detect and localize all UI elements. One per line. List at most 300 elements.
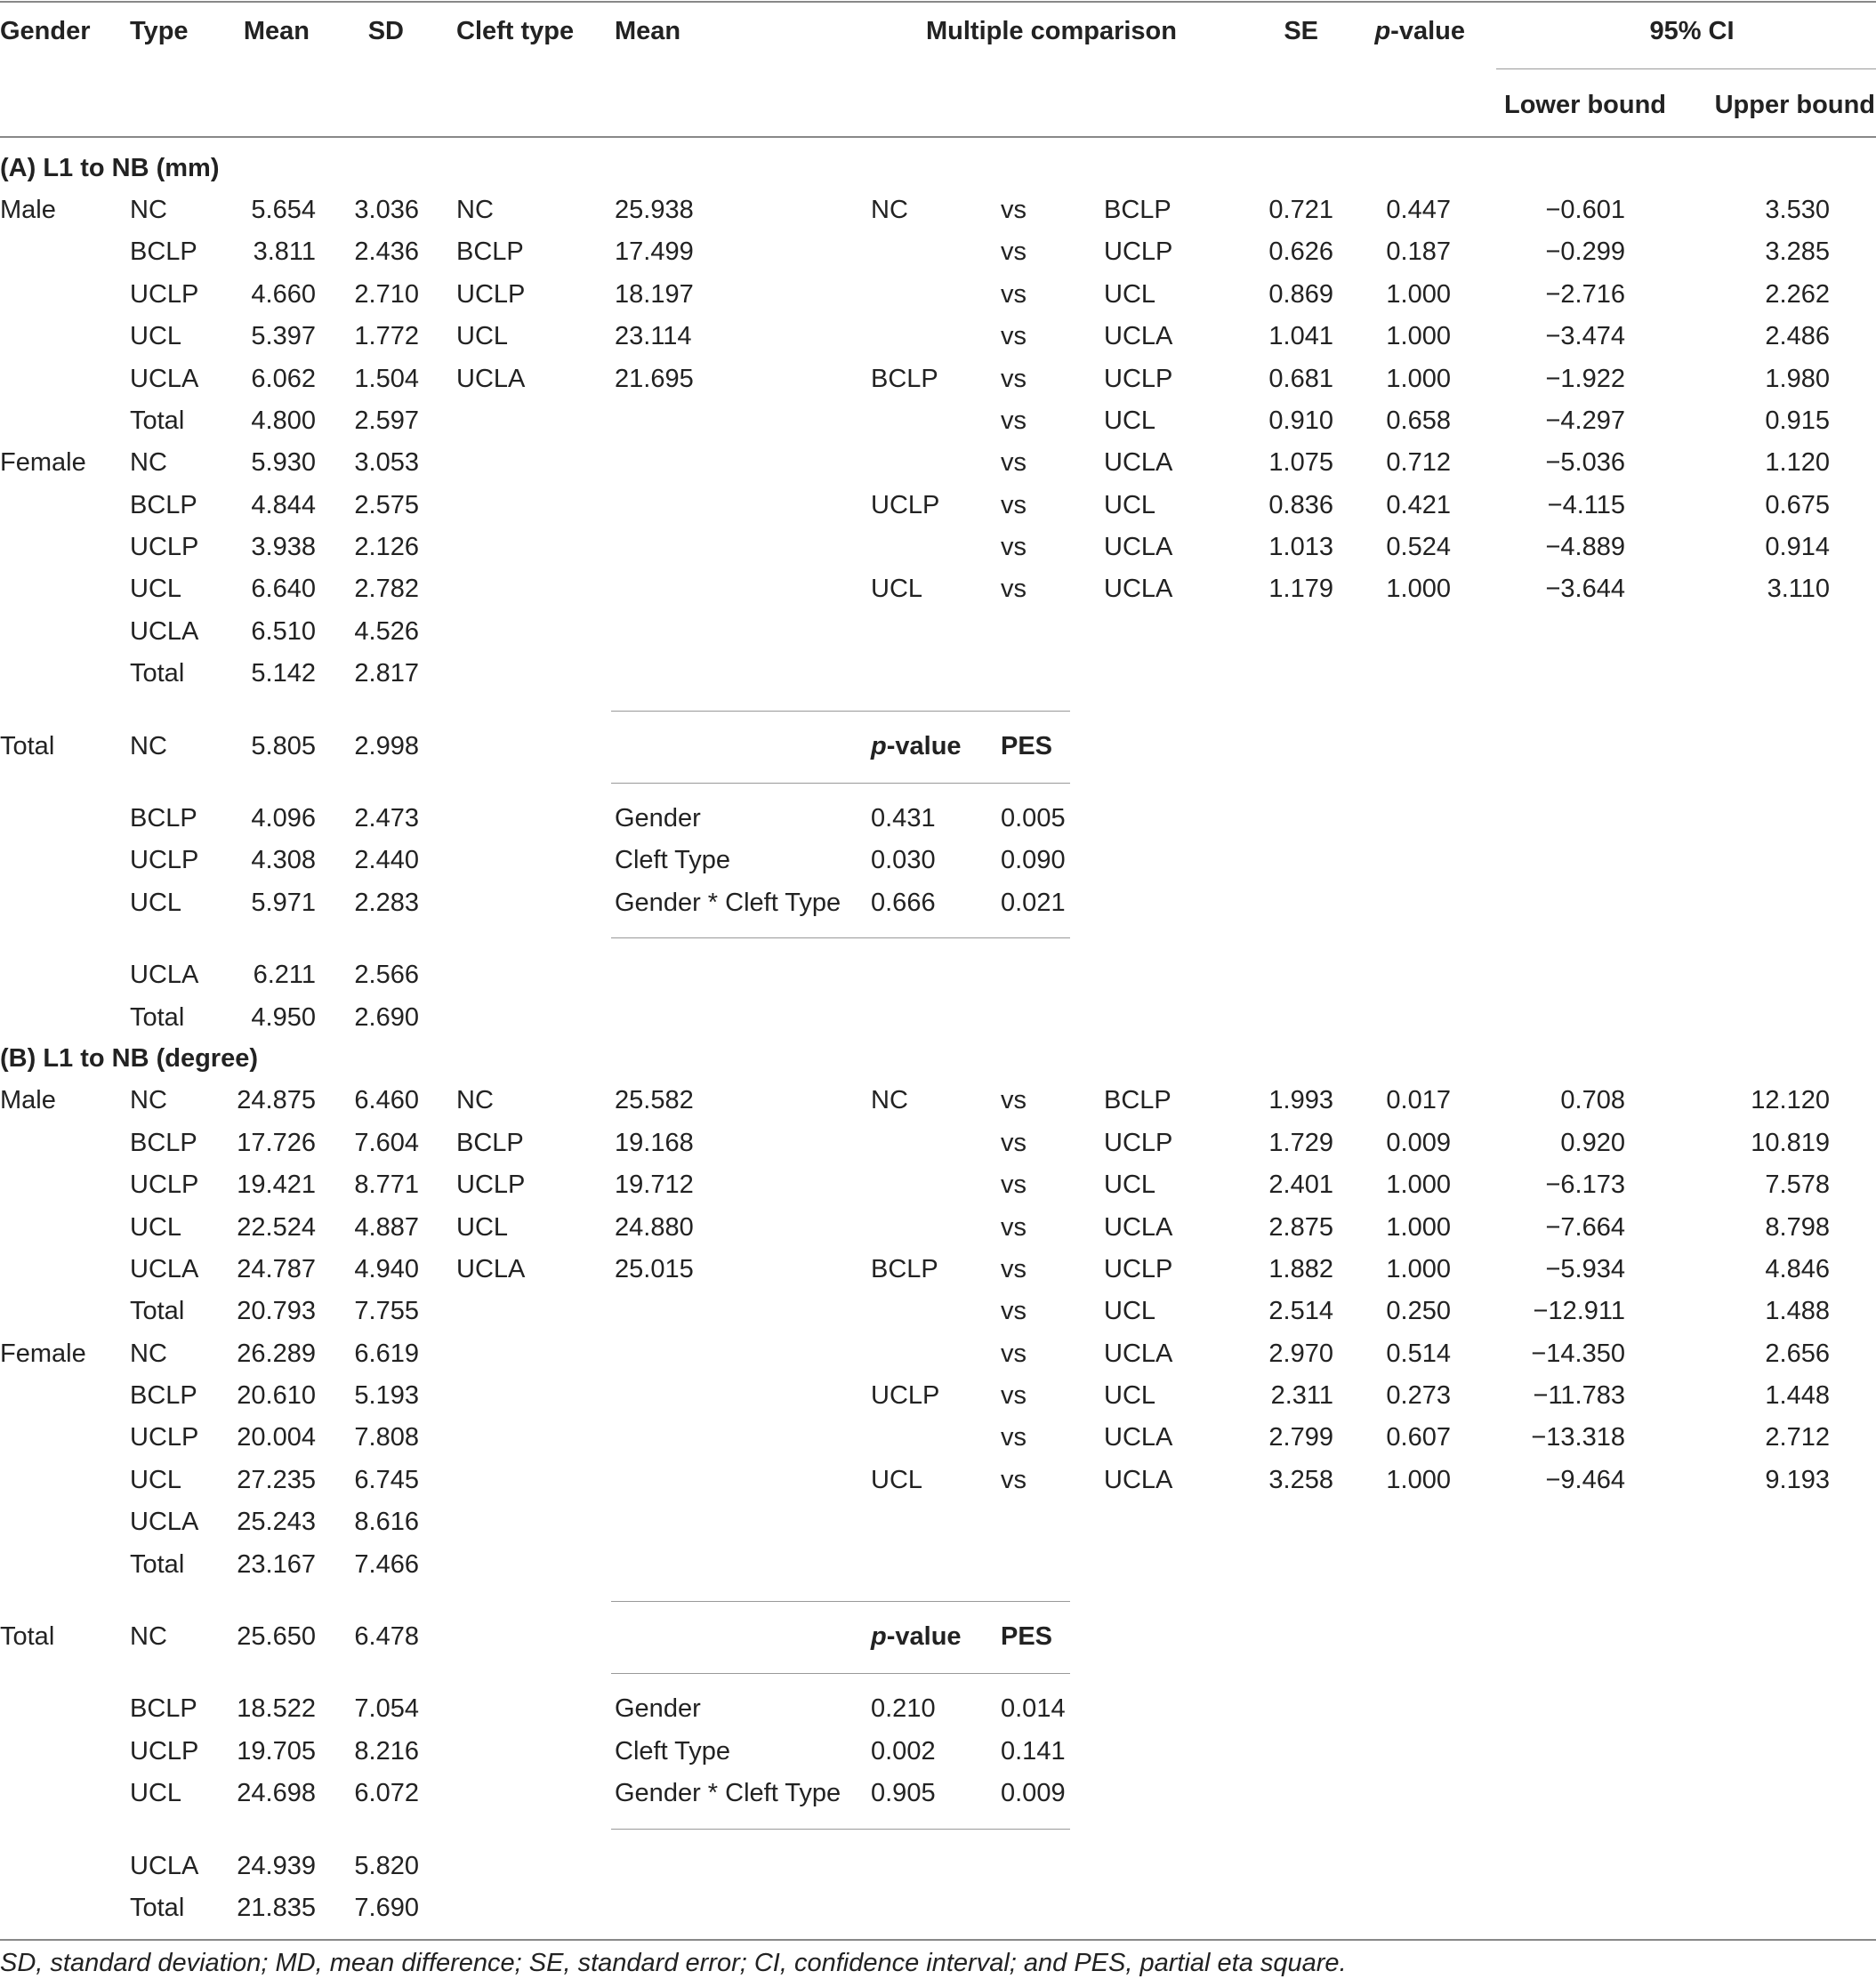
desc-mean: 19.705 xyxy=(237,1737,316,1766)
desc-type: Total xyxy=(130,1003,185,1032)
desc-type: UCLP xyxy=(130,1171,199,1199)
comparison-ci-lower: −2.716 xyxy=(1545,280,1625,309)
comparison-ci-upper: 0.675 xyxy=(1765,491,1830,519)
desc-mean: 22.524 xyxy=(237,1213,316,1242)
desc-type: UCL xyxy=(130,1466,182,1494)
comparison-ci-upper: 0.915 xyxy=(1765,406,1830,435)
header-p-value xyxy=(1374,15,1465,47)
comparison-vs: vs xyxy=(1001,575,1027,603)
comparison-se: 0.869 xyxy=(1268,280,1333,309)
comparison-p-value: 0.273 xyxy=(1386,1381,1451,1410)
comparison-se: 2.799 xyxy=(1268,1423,1333,1452)
header-mean: Mean xyxy=(243,17,310,45)
comparison-p-value: 1.000 xyxy=(1386,280,1451,309)
comparison-ci-lower: −4.889 xyxy=(1545,533,1625,561)
header-ci: 95% CI xyxy=(1649,17,1735,45)
comparison-se: 1.179 xyxy=(1268,575,1333,603)
desc-sd: 7.808 xyxy=(354,1423,419,1452)
anova-header-rule xyxy=(611,1673,1070,1674)
comparison-se: 1.013 xyxy=(1268,533,1333,561)
desc-sd: 2.440 xyxy=(354,846,419,874)
comparison-p-value: 1.000 xyxy=(1386,365,1451,393)
desc-mean: 20.610 xyxy=(237,1381,316,1410)
desc-sd: 7.604 xyxy=(354,1129,419,1157)
comparison-group-b: UCLP xyxy=(1104,1255,1173,1283)
desc-type: UCLP xyxy=(130,1423,199,1452)
comparison-ci-upper: 3.285 xyxy=(1765,237,1830,266)
desc-mean: 24.787 xyxy=(237,1255,316,1283)
desc-sd: 5.820 xyxy=(354,1852,419,1880)
comparison-ci-lower: −5.934 xyxy=(1545,1255,1625,1283)
desc-sd: 8.616 xyxy=(354,1508,419,1536)
comparison-ci-upper: 0.914 xyxy=(1765,533,1830,561)
desc-type: UCLA xyxy=(130,1255,199,1283)
cleft-type: UCLA xyxy=(456,1255,526,1283)
desc-type: UCLA xyxy=(130,365,199,393)
section-title: (A) L1 to NB (mm) xyxy=(0,154,220,182)
p-letter: p xyxy=(1374,17,1391,45)
desc-mean: 4.950 xyxy=(251,1003,316,1032)
desc-sd: 1.504 xyxy=(354,365,419,393)
desc-sd: 5.193 xyxy=(354,1381,419,1410)
comparison-se: 2.311 xyxy=(1270,1381,1333,1410)
desc-type: UCLA xyxy=(130,1508,199,1536)
desc-type: UCLA xyxy=(130,617,199,646)
desc-type: UCL xyxy=(130,322,182,350)
comparison-group-a: BCLP xyxy=(871,365,938,393)
desc-mean: 6.062 xyxy=(251,365,316,393)
desc-mean: 18.522 xyxy=(237,1694,316,1723)
desc-mean: 5.397 xyxy=(251,322,316,350)
header-multiple-comparison: Multiple comparison xyxy=(926,17,1177,45)
cleft-mean: 24.880 xyxy=(615,1213,694,1242)
comparison-se: 0.836 xyxy=(1268,491,1333,519)
comparison-vs: vs xyxy=(1001,1129,1027,1157)
desc-sd: 7.466 xyxy=(354,1550,419,1579)
desc-type: UCLP xyxy=(130,533,199,561)
desc-gender: Female xyxy=(0,1339,86,1368)
comparison-group-b: UCLA xyxy=(1104,1213,1173,1242)
cleft-type: BCLP xyxy=(456,1129,524,1157)
comparison-p-value: 1.000 xyxy=(1386,1255,1451,1283)
desc-sd: 2.710 xyxy=(354,280,419,309)
table-footnote: SD, standard deviation; MD, mean difference; SE, standard error; CI, confidence interval; and PES, partial eta square. xyxy=(0,1949,1347,1977)
desc-sd: 3.053 xyxy=(354,448,419,477)
comparison-ci-upper: 8.798 xyxy=(1765,1213,1830,1242)
cleft-mean: 25.015 xyxy=(615,1255,694,1283)
cleft-mean: 19.168 xyxy=(615,1129,694,1157)
comparison-vs: vs xyxy=(1001,280,1027,309)
desc-type: BCLP xyxy=(130,1694,197,1723)
comparison-group-b: UCL xyxy=(1104,491,1156,519)
desc-type: UCL xyxy=(130,1213,182,1242)
comparison-ci-lower: −0.299 xyxy=(1545,237,1625,266)
desc-mean: 3.938 xyxy=(251,533,316,561)
desc-sd: 7.755 xyxy=(354,1297,419,1325)
anova-factor: Gender * Cleft Type xyxy=(615,1779,841,1807)
desc-type: NC xyxy=(130,1339,167,1368)
desc-sd: 7.054 xyxy=(354,1694,419,1723)
comparison-p-value: 0.017 xyxy=(1386,1086,1451,1114)
comparison-p-value: 0.009 xyxy=(1386,1129,1451,1157)
anova-factor: Gender * Cleft Type xyxy=(615,889,841,917)
comparison-vs: vs xyxy=(1001,1297,1027,1325)
desc-mean: 20.004 xyxy=(237,1423,316,1452)
comparison-group-a: BCLP xyxy=(871,1255,938,1283)
comparison-group-b: UCLA xyxy=(1104,1423,1173,1452)
anova-pes: 0.014 xyxy=(1001,1694,1066,1723)
desc-gender: Male xyxy=(0,196,56,224)
desc-sd: 6.619 xyxy=(354,1339,419,1368)
comparison-se: 2.514 xyxy=(1268,1297,1333,1325)
comparison-vs: vs xyxy=(1001,1255,1027,1283)
comparison-vs: vs xyxy=(1001,1381,1027,1410)
cleft-type: UCLP xyxy=(456,1171,526,1199)
desc-mean: 4.096 xyxy=(251,804,316,833)
comparison-ci-lower: −3.644 xyxy=(1545,575,1625,603)
header-cleft-mean: Mean xyxy=(615,17,681,45)
comparison-ci-upper: 2.656 xyxy=(1765,1339,1830,1368)
comparison-group-b: UCLP xyxy=(1104,1129,1173,1157)
comparison-p-value: 0.514 xyxy=(1386,1339,1451,1368)
desc-type: NC xyxy=(130,732,167,760)
p-value-suffix: -value xyxy=(1390,17,1465,45)
comparison-ci-lower: −9.464 xyxy=(1545,1466,1625,1494)
comparison-ci-lower: −7.664 xyxy=(1545,1213,1625,1242)
comparison-group-b: UCL xyxy=(1104,1171,1156,1199)
comparison-p-value: 0.421 xyxy=(1386,491,1451,519)
comparison-group-b: UCL xyxy=(1104,280,1156,309)
comparison-ci-lower: −0.601 xyxy=(1545,196,1625,224)
comparison-ci-lower: −5.036 xyxy=(1545,448,1625,477)
desc-mean: 24.875 xyxy=(237,1086,316,1114)
comparison-se: 2.401 xyxy=(1268,1171,1333,1199)
comparison-se: 1.041 xyxy=(1268,322,1333,350)
desc-type: NC xyxy=(130,1086,167,1114)
comparison-vs: vs xyxy=(1001,1171,1027,1199)
desc-sd: 6.745 xyxy=(354,1466,419,1494)
desc-type: BCLP xyxy=(130,491,197,519)
desc-gender: Male xyxy=(0,1086,56,1114)
anova-p-value: 0.210 xyxy=(871,1694,936,1723)
comparison-ci-lower: −3.474 xyxy=(1545,322,1625,350)
comparison-vs: vs xyxy=(1001,1466,1027,1494)
cleft-type: NC xyxy=(456,196,494,224)
comparison-p-value: 0.187 xyxy=(1386,237,1451,266)
desc-mean: 3.811 xyxy=(253,237,316,266)
cleft-type: UCLP xyxy=(456,280,526,309)
desc-sd: 2.566 xyxy=(354,961,419,989)
desc-type: UCLP xyxy=(130,280,199,309)
desc-type: BCLP xyxy=(130,237,197,266)
comparison-ci-lower: −4.115 xyxy=(1547,491,1625,519)
desc-sd: 4.887 xyxy=(354,1213,419,1242)
comparison-p-value: 0.250 xyxy=(1386,1297,1451,1325)
desc-mean: 5.654 xyxy=(251,196,316,224)
comparison-se: 0.626 xyxy=(1268,237,1333,266)
comparison-group-b: UCLA xyxy=(1104,533,1173,561)
comparison-ci-upper: 3.110 xyxy=(1767,575,1830,603)
anova-pes: 0.005 xyxy=(1001,804,1066,833)
desc-sd: 2.126 xyxy=(354,533,419,561)
comparison-p-value: 0.658 xyxy=(1386,406,1451,435)
comparison-vs: vs xyxy=(1001,1086,1027,1114)
comparison-se: 3.258 xyxy=(1268,1466,1333,1494)
ci-header-rule xyxy=(1496,68,1876,69)
comparison-p-value: 1.000 xyxy=(1386,322,1451,350)
comparison-group-a: NC xyxy=(871,196,908,224)
desc-type: NC xyxy=(130,196,167,224)
desc-mean: 23.167 xyxy=(237,1550,316,1579)
comparison-p-value: 1.000 xyxy=(1386,575,1451,603)
comparison-vs: vs xyxy=(1001,406,1027,435)
comparison-ci-lower: −14.350 xyxy=(1531,1339,1625,1368)
comparison-p-value: 0.607 xyxy=(1386,1423,1451,1452)
comparison-ci-lower: −12.911 xyxy=(1533,1297,1625,1325)
desc-type: Total xyxy=(130,406,185,435)
desc-type: UCLP xyxy=(130,846,199,874)
desc-sd: 7.690 xyxy=(354,1894,419,1922)
comparison-group-b: UCL xyxy=(1104,406,1156,435)
comparison-ci-upper: 2.262 xyxy=(1765,280,1830,309)
header-bottom-rule xyxy=(0,136,1876,138)
comparison-ci-upper: 2.486 xyxy=(1765,322,1830,350)
desc-gender: Total xyxy=(0,1622,55,1651)
desc-mean: 5.142 xyxy=(251,659,316,688)
desc-mean: 20.793 xyxy=(237,1297,316,1325)
desc-sd: 2.690 xyxy=(354,1003,419,1032)
comparison-group-b: UCLP xyxy=(1104,237,1173,266)
header-sd: SD xyxy=(367,17,404,45)
anova-factor: Cleft Type xyxy=(615,1737,731,1766)
desc-mean: 24.698 xyxy=(237,1779,316,1807)
cleft-mean: 25.582 xyxy=(615,1086,694,1114)
comparison-group-a: UCL xyxy=(871,575,923,603)
desc-mean: 24.939 xyxy=(237,1852,316,1880)
comparison-group-a: UCL xyxy=(871,1466,923,1494)
comparison-ci-upper: 4.846 xyxy=(1765,1255,1830,1283)
comparison-ci-upper: 2.712 xyxy=(1765,1423,1830,1452)
anova-top-rule xyxy=(611,711,1070,712)
desc-sd: 2.473 xyxy=(354,804,419,833)
desc-type: NC xyxy=(130,1622,167,1651)
desc-sd: 2.782 xyxy=(354,575,419,603)
p-letter: p xyxy=(871,732,887,760)
anova-factor: Gender xyxy=(615,1694,701,1723)
desc-type: Total xyxy=(130,1894,185,1922)
comparison-vs: vs xyxy=(1001,365,1027,393)
desc-mean: 5.930 xyxy=(251,448,316,477)
comparison-group-b: UCLA xyxy=(1104,322,1173,350)
comparison-group-b: BCLP xyxy=(1104,1086,1171,1114)
p-letter: p xyxy=(871,1622,887,1651)
p-value-suffix: -value xyxy=(886,1622,962,1651)
anova-pes: 0.009 xyxy=(1001,1779,1066,1807)
desc-type: Total xyxy=(130,659,185,688)
anova-pes: 0.090 xyxy=(1001,846,1066,874)
cleft-type: UCL xyxy=(456,1213,509,1242)
anova-pes: 0.141 xyxy=(1001,1737,1066,1766)
comparison-ci-upper: 1.980 xyxy=(1765,365,1830,393)
comparison-group-a: UCLP xyxy=(871,491,940,519)
desc-mean: 27.235 xyxy=(237,1466,316,1494)
desc-sd: 2.817 xyxy=(354,659,419,688)
comparison-p-value: 1.000 xyxy=(1386,1171,1451,1199)
desc-type: Total xyxy=(130,1297,185,1325)
header-cleft-type: Cleft type xyxy=(456,17,575,45)
comparison-se: 0.721 xyxy=(1268,196,1333,224)
comparison-se: 0.910 xyxy=(1268,406,1333,435)
desc-mean: 4.844 xyxy=(251,491,316,519)
cleft-type: UCLA xyxy=(456,365,526,393)
comparison-p-value: 0.712 xyxy=(1386,448,1451,477)
comparison-group-b: UCLA xyxy=(1104,1466,1173,1494)
comparison-p-value: 0.447 xyxy=(1386,196,1451,224)
desc-sd: 4.526 xyxy=(354,617,419,646)
cleft-mean: 17.499 xyxy=(615,237,694,266)
comparison-se: 2.970 xyxy=(1268,1339,1333,1368)
desc-sd: 1.772 xyxy=(354,322,419,350)
comparison-vs: vs xyxy=(1001,322,1027,350)
comparison-se: 1.882 xyxy=(1268,1255,1333,1283)
comparison-se: 1.075 xyxy=(1268,448,1333,477)
header-type: Type xyxy=(130,17,189,45)
desc-type: BCLP xyxy=(130,1129,197,1157)
desc-sd: 3.036 xyxy=(354,196,419,224)
table-top-rule xyxy=(0,1,1876,3)
anova-header-pes: PES xyxy=(1001,732,1053,760)
desc-sd: 6.478 xyxy=(354,1622,419,1651)
desc-type: BCLP xyxy=(130,1381,197,1410)
comparison-ci-upper: 9.193 xyxy=(1765,1466,1830,1494)
cleft-mean: 21.695 xyxy=(615,365,694,393)
comparison-se: 0.681 xyxy=(1268,365,1333,393)
desc-mean: 17.726 xyxy=(237,1129,316,1157)
desc-sd: 4.940 xyxy=(354,1255,419,1283)
cleft-mean: 25.938 xyxy=(615,196,694,224)
comparison-vs: vs xyxy=(1001,196,1027,224)
comparison-ci-upper: 7.578 xyxy=(1765,1171,1830,1199)
comparison-vs: vs xyxy=(1001,1339,1027,1368)
desc-mean: 6.211 xyxy=(253,961,316,989)
comparison-ci-lower: −13.318 xyxy=(1531,1423,1625,1452)
comparison-group-a: NC xyxy=(871,1086,908,1114)
comparison-ci-upper: 1.488 xyxy=(1765,1297,1830,1325)
comparison-ci-lower: −11.783 xyxy=(1533,1381,1625,1410)
comparison-ci-upper: 1.120 xyxy=(1765,448,1830,477)
comparison-group-b: UCLA xyxy=(1104,1339,1173,1368)
comparison-group-a: UCLP xyxy=(871,1381,940,1410)
anova-top-rule xyxy=(611,1601,1070,1602)
comparison-se: 1.729 xyxy=(1268,1129,1333,1157)
desc-type: UCLP xyxy=(130,1737,199,1766)
cleft-type: NC xyxy=(456,1086,494,1114)
anova-factor: Gender xyxy=(615,804,701,833)
header-lower-bound: Lower bound xyxy=(1503,91,1667,119)
comparison-vs: vs xyxy=(1001,1423,1027,1452)
desc-type: UCLA xyxy=(130,1852,199,1880)
cleft-type: UCL xyxy=(456,322,509,350)
anova-p-value: 0.002 xyxy=(871,1737,936,1766)
comparison-p-value: 0.524 xyxy=(1386,533,1451,561)
desc-type: UCL xyxy=(130,575,182,603)
comparison-ci-upper: 10.819 xyxy=(1751,1129,1830,1157)
comparison-vs: vs xyxy=(1001,533,1027,561)
comparison-se: 1.993 xyxy=(1268,1086,1333,1114)
p-value-suffix: -value xyxy=(886,732,962,760)
desc-mean: 19.421 xyxy=(237,1171,316,1199)
desc-sd: 2.575 xyxy=(354,491,419,519)
desc-sd: 6.072 xyxy=(354,1779,419,1807)
desc-type: NC xyxy=(130,448,167,477)
desc-mean: 5.971 xyxy=(251,889,316,917)
comparison-ci-upper: 3.530 xyxy=(1765,196,1830,224)
desc-type: UCL xyxy=(130,889,182,917)
comparison-ci-upper: 12.120 xyxy=(1751,1086,1830,1114)
anova-pes: 0.021 xyxy=(1001,889,1066,917)
comparison-ci-lower: −4.297 xyxy=(1545,406,1625,435)
comparison-p-value: 1.000 xyxy=(1386,1466,1451,1494)
comparison-group-b: UCLA xyxy=(1104,575,1173,603)
desc-sd: 2.597 xyxy=(354,406,419,435)
comparison-group-b: UCL xyxy=(1104,1381,1156,1410)
desc-sd: 2.283 xyxy=(354,889,419,917)
desc-mean: 4.660 xyxy=(251,280,316,309)
anova-p-value: 0.030 xyxy=(871,846,936,874)
cleft-mean: 19.712 xyxy=(615,1171,694,1199)
desc-type: UCL xyxy=(130,1779,182,1807)
table-bottom-rule xyxy=(0,1939,1876,1941)
desc-sd: 8.771 xyxy=(354,1171,419,1199)
desc-sd: 2.998 xyxy=(354,732,419,760)
desc-mean: 25.650 xyxy=(237,1622,316,1651)
comparison-se: 2.875 xyxy=(1268,1213,1333,1242)
comparison-p-value: 1.000 xyxy=(1386,1213,1451,1242)
comparison-group-b: BCLP xyxy=(1104,196,1171,224)
comparison-ci-lower: −6.173 xyxy=(1545,1171,1625,1199)
desc-gender: Total xyxy=(0,732,55,760)
desc-mean: 4.308 xyxy=(251,846,316,874)
desc-mean: 6.640 xyxy=(251,575,316,603)
desc-mean: 26.289 xyxy=(237,1339,316,1368)
anova-header-p-value xyxy=(871,730,962,762)
desc-mean: 25.243 xyxy=(237,1508,316,1536)
anova-bottom-rule xyxy=(611,937,1070,938)
desc-mean: 5.805 xyxy=(251,732,316,760)
header-se: SE xyxy=(1284,17,1318,45)
comparison-ci-lower: 0.920 xyxy=(1560,1129,1625,1157)
anova-header-rule xyxy=(611,783,1070,784)
desc-sd: 2.436 xyxy=(354,237,419,266)
comparison-vs: vs xyxy=(1001,491,1027,519)
comparison-ci-upper: 1.448 xyxy=(1765,1381,1830,1410)
desc-sd: 8.216 xyxy=(354,1737,419,1766)
comparison-group-b: UCLP xyxy=(1104,365,1173,393)
anova-p-value: 0.431 xyxy=(871,804,936,833)
anova-p-value: 0.666 xyxy=(871,889,936,917)
anova-header-pes: PES xyxy=(1001,1622,1053,1651)
anova-p-value: 0.905 xyxy=(871,1779,936,1807)
desc-type: BCLP xyxy=(130,804,197,833)
section-title: (B) L1 to NB (degree) xyxy=(0,1044,258,1073)
comparison-vs: vs xyxy=(1001,1213,1027,1242)
comparison-ci-lower: 0.708 xyxy=(1560,1086,1625,1114)
comparison-vs: vs xyxy=(1001,448,1027,477)
desc-mean: 4.800 xyxy=(251,406,316,435)
cleft-mean: 23.114 xyxy=(615,322,692,350)
cleft-mean: 18.197 xyxy=(615,280,694,309)
header-upper-bound: Upper bound xyxy=(1714,91,1875,119)
